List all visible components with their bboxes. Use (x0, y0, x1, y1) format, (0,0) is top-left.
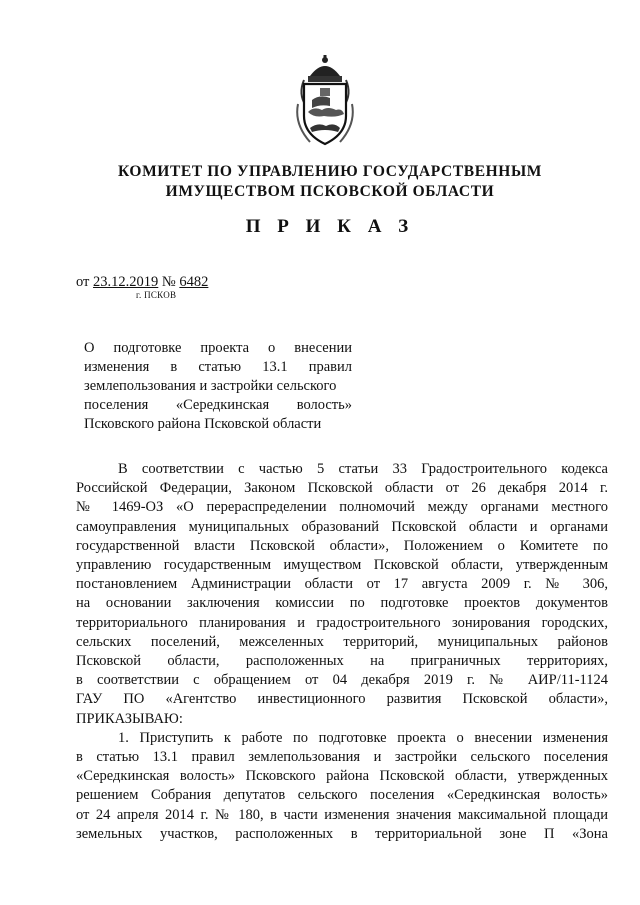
body-line: самоуправления муниципальных образований Псковской области и органами (76, 518, 608, 535)
body-line: В соответствии с частью 5 статьи 33 Градостроительного кодекса (118, 461, 608, 477)
body-line: территориального планирования и градостроительного зонирования городских, (76, 614, 608, 631)
order-subject (84, 339, 352, 434)
body-line: Российской Федерации, Законом Псковской области от 26 декабря 2014 г. (76, 480, 608, 497)
body-line: в статью 13.1 правил землепользования и застройки сельского поселения (76, 749, 608, 766)
body-line: от 24 апреля 2014 г. № 180, в части изменения значения максимальной площади (76, 806, 608, 823)
order-date-number (76, 274, 208, 291)
body-line: Псковской области, расположенных на приграничных территориях, (76, 653, 608, 670)
body-line: на основании заключения комиссии по подготовке проектов документов (76, 595, 608, 612)
body-line: ПРИКАЗЫВАЮ: (76, 710, 183, 727)
order-date: 23.12.2019 (93, 274, 159, 290)
subject-line: О подготовке проекта о внесении (84, 340, 352, 356)
pskov-coat-of-arms-icon (290, 54, 360, 148)
body-line: № 1469-ОЗ «О перераспределении полномочий между органами местного (76, 499, 608, 516)
body-line: государственной власти Псковской области», Положением о Комитете по (76, 537, 608, 554)
date-prefix: от (76, 274, 94, 290)
city-label: г. ПСКОВ (136, 290, 177, 300)
subject-line: землепользования и застройки сельского (84, 378, 337, 394)
committee-name (60, 162, 600, 202)
body-line: решением Собрания депутатов сельского поселения «Середкинская волость» (76, 787, 608, 804)
body-line: в соответствии с обращением от 04 декабря 2019 г. № АИР/11-1124 (76, 672, 608, 689)
body-line: постановлением Администрации области от 17 августа 2009 г. № 306, (76, 576, 608, 593)
body-line: «Середкинская волость» Псковского района Псковской области, утвержденных (76, 768, 608, 785)
body-line: 1. Приступить к работе по подготовке проекта о внесении изменения (118, 729, 608, 746)
document-type-title: П Р И К А З (245, 216, 415, 237)
committee-name-line: ИМУЩЕСТВОМ ПСКОВСКОЙ ОБЛАСТИ (165, 183, 495, 200)
body-line: сельских поселений, межселенных территорий, муниципальных районов (76, 633, 608, 650)
body-line: земельных участков, расположенных в территориальной зоне П «Зона (76, 825, 608, 842)
order-number: 6482 (179, 274, 209, 290)
committee-name-line: КОМИТЕТ ПО УПРАВЛЕНИЮ ГОСУДАРСТВЕННЫМ (117, 163, 543, 180)
subject-line: изменения в статью 13.1 правил (84, 359, 352, 375)
subject-line: Псковского района Псковской области (84, 416, 322, 432)
body-line: ГАУ ПО «Агентство инвестиционного развития Псковской области», (76, 691, 608, 708)
order-body (76, 460, 608, 844)
number-sign: № (158, 274, 180, 290)
subject-line: поселения «Середкинская волость» (84, 397, 352, 413)
body-line: управлению государственным имуществом Псковской области, утвержденным (76, 557, 608, 574)
